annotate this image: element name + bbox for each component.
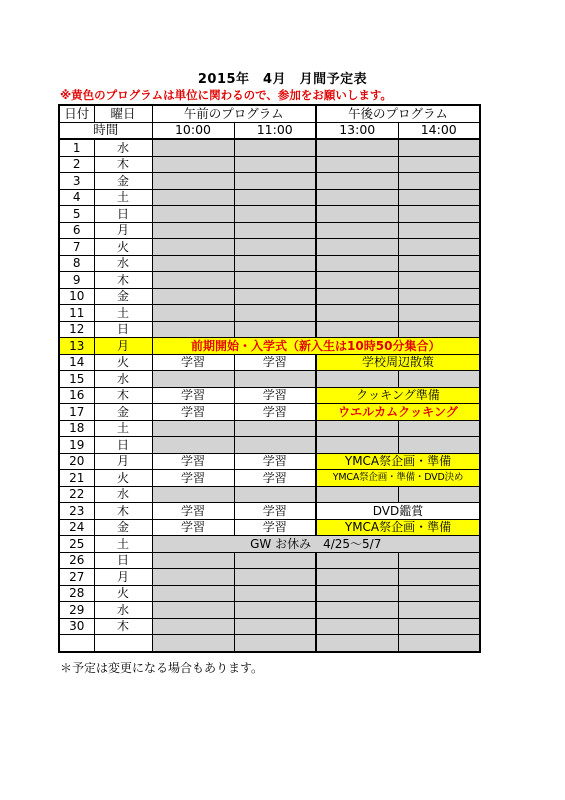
weekday-cell: 金	[94, 288, 152, 305]
day-cell: 4	[59, 189, 94, 206]
pm-program-14	[398, 420, 480, 437]
table-row	[59, 602, 480, 619]
day-cell: 7	[59, 239, 94, 256]
day-cell: 30	[59, 618, 94, 635]
pm-program-13	[316, 420, 398, 437]
table-row	[59, 139, 480, 156]
weekday-cell: 水	[94, 139, 152, 156]
am-program-11	[234, 569, 316, 586]
table-row	[59, 470, 480, 487]
weekday-cell: 日	[94, 552, 152, 569]
header-weekday: 曜日	[94, 105, 152, 122]
pm-program-13	[316, 139, 398, 156]
am-program-10	[152, 222, 234, 239]
weekday-cell: 水	[94, 371, 152, 388]
am-program-11	[234, 371, 316, 388]
pm-program-14	[398, 486, 480, 503]
day-cell: 28	[59, 585, 94, 602]
weekday-cell: 木	[94, 618, 152, 635]
pm-program-14	[398, 602, 480, 619]
weekday-cell: 木	[94, 503, 152, 520]
pm-program-14	[398, 173, 480, 190]
am-program-11	[234, 552, 316, 569]
am-program-11	[234, 288, 316, 305]
pm-program-13	[316, 288, 398, 305]
am-program-10: 学習	[152, 453, 234, 470]
am-program-11	[234, 189, 316, 206]
am-program-10	[152, 569, 234, 586]
weekday-cell: 月	[94, 453, 152, 470]
am-program-11	[234, 156, 316, 173]
am-program-11: 学習	[234, 387, 316, 404]
am-program-11	[234, 420, 316, 437]
am-program-10	[152, 552, 234, 569]
table-row	[59, 503, 480, 520]
pm-program-13	[316, 272, 398, 289]
pm-program-13	[316, 305, 398, 322]
pm-program-14	[398, 371, 480, 388]
am-program-11	[234, 173, 316, 190]
pm-program-13	[316, 321, 398, 338]
pm-program-14	[398, 288, 480, 305]
am-program-10: 学習	[152, 503, 234, 520]
table-row	[59, 255, 480, 272]
time-row	[59, 122, 480, 139]
table-row	[59, 222, 480, 239]
day-cell: 27	[59, 569, 94, 586]
pm-program-14	[398, 618, 480, 635]
am-program-11	[234, 486, 316, 503]
table-row	[59, 189, 480, 206]
pm-program: DVD鑑賞	[316, 503, 480, 520]
pm-program: YMCA祭企画・準備・DVD決め	[316, 470, 480, 487]
table-row	[59, 272, 480, 289]
pm-program-13	[316, 635, 398, 652]
time-10: 10:00	[152, 122, 234, 139]
am-program-10: 学習	[152, 519, 234, 536]
am-program-10	[152, 272, 234, 289]
day-cell: 13	[59, 338, 94, 355]
day-cell: 18	[59, 420, 94, 437]
am-program-10	[152, 189, 234, 206]
weekday-cell: 月	[94, 222, 152, 239]
weekday-cell: 水	[94, 602, 152, 619]
am-program-11	[234, 321, 316, 338]
pm-program-14	[398, 305, 480, 322]
table-row	[59, 173, 480, 190]
am-program-11	[234, 255, 316, 272]
page-title: 2015年 4月 月間予定表	[197, 72, 368, 87]
day-cell	[59, 635, 94, 652]
table-row	[59, 239, 480, 256]
am-program-11: 学習	[234, 519, 316, 536]
pm-program-13	[316, 569, 398, 586]
pm-program-13	[316, 371, 398, 388]
weekday-cell: 火	[94, 354, 152, 371]
table-row	[59, 635, 480, 652]
pm-program: 学校周辺散策	[316, 354, 480, 371]
table-row	[59, 585, 480, 602]
day-cell: 10	[59, 288, 94, 305]
table-row	[59, 552, 480, 569]
am-program-11	[234, 602, 316, 619]
am-program-10	[152, 139, 234, 156]
am-program-10	[152, 585, 234, 602]
table-row	[59, 354, 480, 371]
am-program-10	[152, 437, 234, 454]
day-cell: 17	[59, 404, 94, 421]
pm-program-14	[398, 255, 480, 272]
table-row	[59, 206, 480, 223]
pm-program-13	[316, 585, 398, 602]
time-13: 13:00	[316, 122, 398, 139]
weekday-cell: 金	[94, 404, 152, 421]
am-program-10	[152, 206, 234, 223]
pm-program-13	[316, 255, 398, 272]
pm-program-13	[316, 618, 398, 635]
am-program-10	[152, 288, 234, 305]
day-cell: 26	[59, 552, 94, 569]
pm-program-13	[316, 206, 398, 223]
am-program-10: 学習	[152, 354, 234, 371]
pm-program-13	[316, 156, 398, 173]
table-row	[59, 387, 480, 404]
pm-program-14	[398, 321, 480, 338]
am-program-10: 学習	[152, 470, 234, 487]
weekday-cell: 木	[94, 156, 152, 173]
pm-program-13	[316, 552, 398, 569]
pm-program-13	[316, 437, 398, 454]
day-cell: 19	[59, 437, 94, 454]
day-cell: 3	[59, 173, 94, 190]
table-row	[59, 536, 480, 553]
am-program-10	[152, 371, 234, 388]
day-cell: 6	[59, 222, 94, 239]
am-program-10	[152, 239, 234, 256]
header-morning: 午前のプログラム	[152, 105, 316, 122]
pm-program-14	[398, 156, 480, 173]
pm-program-13	[316, 239, 398, 256]
day-cell: 9	[59, 272, 94, 289]
day-cell: 23	[59, 503, 94, 520]
table-row	[59, 437, 480, 454]
day-cell: 2	[59, 156, 94, 173]
am-program-10	[152, 602, 234, 619]
weekday-cell: 木	[94, 387, 152, 404]
am-program-10	[152, 305, 234, 322]
am-program-10	[152, 173, 234, 190]
table-row	[59, 305, 480, 322]
am-program-11: 学習	[234, 354, 316, 371]
weekday-cell: 日	[94, 321, 152, 338]
pm-program-14	[398, 206, 480, 223]
pm-program-14	[398, 552, 480, 569]
am-program-10	[152, 635, 234, 652]
pm-program-14	[398, 569, 480, 586]
weekday-cell: 日	[94, 206, 152, 223]
day-cell: 24	[59, 519, 94, 536]
day-cell: 16	[59, 387, 94, 404]
pm-program-14	[398, 272, 480, 289]
pm-program-14	[398, 239, 480, 256]
pm-program: クッキング準備	[316, 387, 480, 404]
weekday-cell: 土	[94, 305, 152, 322]
weekday-cell: 火	[94, 470, 152, 487]
weekday-cell: 土	[94, 420, 152, 437]
weekday-cell: 日	[94, 437, 152, 454]
table-row	[59, 618, 480, 635]
weekday-cell: 火	[94, 239, 152, 256]
header-time-label: 時間	[59, 122, 152, 139]
am-program-11	[234, 222, 316, 239]
pm-program-14	[398, 635, 480, 652]
weekday-cell: 土	[94, 536, 152, 553]
day-cell: 5	[59, 206, 94, 223]
table-row	[59, 420, 480, 437]
am-program-10	[152, 255, 234, 272]
weekday-cell: 金	[94, 519, 152, 536]
am-program-11	[234, 585, 316, 602]
weekday-cell: 月	[94, 338, 152, 355]
pm-program-13	[316, 486, 398, 503]
am-program-11	[234, 437, 316, 454]
am-program-10: 学習	[152, 404, 234, 421]
day-cell: 29	[59, 602, 94, 619]
table-row	[59, 404, 480, 421]
full-day-program: GW お休み 4/25～5/7	[152, 536, 480, 553]
table-row	[59, 338, 480, 355]
table-row	[59, 156, 480, 173]
header-date: 日付	[59, 105, 94, 122]
day-cell: 1	[59, 139, 94, 156]
am-program-11	[234, 206, 316, 223]
day-cell: 20	[59, 453, 94, 470]
weekday-cell: 水	[94, 255, 152, 272]
time-14: 14:00	[398, 122, 480, 139]
am-program-11: 学習	[234, 503, 316, 520]
am-program-10	[152, 420, 234, 437]
pm-program: YMCA祭企画・準備	[316, 519, 480, 536]
am-program-10	[152, 618, 234, 635]
weekday-cell	[94, 635, 152, 652]
am-program-11	[234, 635, 316, 652]
header-row	[59, 105, 480, 122]
pm-program-14	[398, 139, 480, 156]
weekday-cell: 火	[94, 585, 152, 602]
day-cell: 22	[59, 486, 94, 503]
table-row	[59, 321, 480, 338]
am-program-11: 学習	[234, 453, 316, 470]
am-program-11	[234, 239, 316, 256]
notice-text: ※黄色のプログラムは単位に関わるので、参加をお願いします。	[60, 88, 392, 102]
am-program-10: 学習	[152, 387, 234, 404]
pm-program-14	[398, 222, 480, 239]
full-day-program: 前期開始・入学式（新入生は10時50分集合）	[152, 338, 480, 355]
day-cell: 25	[59, 536, 94, 553]
header-afternoon: 午後のプログラム	[316, 105, 480, 122]
day-cell: 21	[59, 470, 94, 487]
pm-program: ウエルカムクッキング	[316, 404, 480, 421]
pm-program: YMCA祭企画・準備	[316, 453, 480, 470]
am-program-11	[234, 139, 316, 156]
time-11: 11:00	[234, 122, 316, 139]
day-cell: 8	[59, 255, 94, 272]
am-program-10	[152, 321, 234, 338]
am-program-10	[152, 156, 234, 173]
table-row	[59, 453, 480, 470]
table-row	[59, 288, 480, 305]
day-cell: 11	[59, 305, 94, 322]
footnote: ＊予定は変更になる場合もあります。	[60, 661, 264, 675]
pm-program-13	[316, 602, 398, 619]
table-row	[59, 486, 480, 503]
table-row	[59, 519, 480, 536]
am-program-11: 学習	[234, 404, 316, 421]
am-program-11: 学習	[234, 470, 316, 487]
pm-program-13	[316, 173, 398, 190]
pm-program-14	[398, 585, 480, 602]
day-cell: 14	[59, 354, 94, 371]
weekday-cell: 木	[94, 272, 152, 289]
table-row	[59, 569, 480, 586]
weekday-cell: 金	[94, 173, 152, 190]
day-cell: 12	[59, 321, 94, 338]
am-program-11	[234, 618, 316, 635]
table-row	[59, 371, 480, 388]
pm-program-14	[398, 437, 480, 454]
weekday-cell: 土	[94, 189, 152, 206]
pm-program-13	[316, 189, 398, 206]
day-cell: 15	[59, 371, 94, 388]
am-program-11	[234, 272, 316, 289]
pm-program-14	[398, 189, 480, 206]
weekday-cell: 月	[94, 569, 152, 586]
am-program-11	[234, 305, 316, 322]
pm-program-13	[316, 222, 398, 239]
weekday-cell: 水	[94, 486, 152, 503]
schedule-table	[58, 104, 481, 653]
am-program-10	[152, 486, 234, 503]
